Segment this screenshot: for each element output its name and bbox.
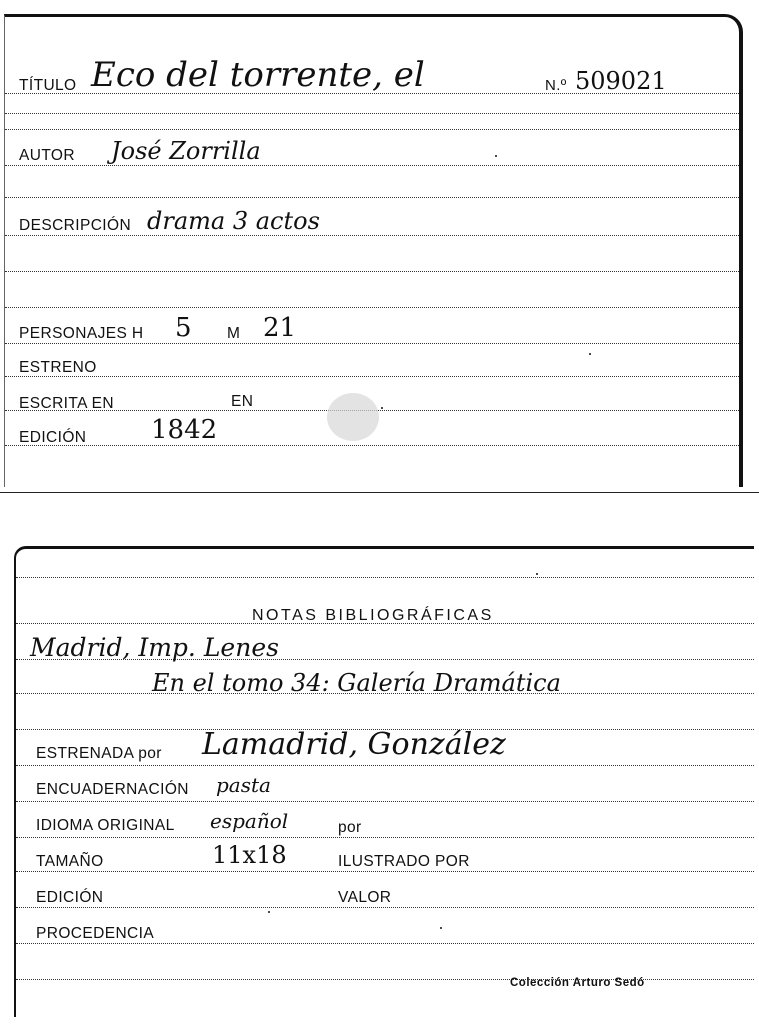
numero-label: N.º bbox=[545, 77, 567, 94]
personajes-h-value: 5 bbox=[175, 313, 192, 343]
autor-value: José Zorrilla bbox=[111, 137, 261, 165]
ruled-line bbox=[5, 235, 739, 236]
ruled-line bbox=[5, 113, 739, 114]
paper-speck bbox=[268, 911, 270, 913]
encuadernacion-value: pasta bbox=[216, 773, 271, 797]
personajes-m-label: M bbox=[227, 325, 241, 342]
ruled-line bbox=[16, 801, 754, 802]
estreno-label: ESTRENO bbox=[19, 359, 97, 376]
tamano-label: TAMAÑO bbox=[36, 853, 104, 870]
ruled-line bbox=[16, 871, 754, 872]
titulo-label: TÍTULO bbox=[19, 77, 77, 94]
titulo-value: Eco del torrente, el bbox=[91, 55, 425, 95]
tamano-value: 11x18 bbox=[212, 841, 287, 869]
notas-heading: NOTAS BIBLIOGRÁFICAS bbox=[252, 607, 494, 624]
personajes-label: PERSONAJES H bbox=[19, 325, 144, 342]
personajes-m-value: 21 bbox=[263, 313, 297, 343]
edicion-value: 1842 bbox=[151, 415, 218, 445]
catalog-card-back bbox=[14, 546, 754, 1017]
paper-speck bbox=[589, 353, 591, 355]
ruled-line bbox=[16, 765, 754, 766]
note-line-1: Madrid, Imp. Lenes bbox=[30, 633, 279, 662]
en-label: EN bbox=[231, 393, 254, 410]
estrenada-label: ESTRENADA por bbox=[36, 745, 162, 762]
escrita-label: ESCRITA EN bbox=[19, 395, 115, 412]
ruled-line bbox=[5, 307, 739, 308]
collection-footer: Colección Arturo Sedó bbox=[510, 977, 645, 989]
ruled-line bbox=[5, 271, 739, 272]
ruled-line bbox=[5, 197, 739, 198]
edicion-back-label: EDICIÓN bbox=[36, 889, 104, 906]
paper-speck bbox=[440, 927, 442, 929]
ruled-line bbox=[5, 165, 739, 166]
note-line-2: En el tomo 34: Galería Dramática bbox=[152, 669, 561, 697]
idioma-label: IDIOMA ORIGINAL bbox=[36, 817, 175, 834]
paper-speck bbox=[495, 155, 497, 157]
descripcion-label: DESCRIPCIÓN bbox=[19, 217, 132, 234]
estrenada-value: Lamadrid, González bbox=[202, 727, 506, 762]
idioma-value: español bbox=[210, 809, 289, 833]
ruled-line bbox=[5, 376, 739, 377]
ilustrado-label: ILUSTRADO POR bbox=[338, 853, 470, 870]
numero-value: 509021 bbox=[575, 67, 667, 95]
paper-stain bbox=[327, 393, 379, 441]
ruled-line bbox=[5, 445, 739, 446]
autor-label: AUTOR bbox=[19, 147, 75, 164]
ruled-line bbox=[16, 907, 754, 908]
ruled-line bbox=[5, 129, 739, 130]
ruled-line bbox=[16, 943, 754, 944]
procedencia-label: PROCEDENCIA bbox=[36, 925, 155, 942]
valor-label: VALOR bbox=[338, 889, 392, 906]
encuadernacion-label: ENCUADERNACIÓN bbox=[36, 781, 189, 798]
edicion-label: EDICIÓN bbox=[19, 429, 87, 446]
ruled-line bbox=[16, 577, 754, 578]
ruled-line bbox=[16, 837, 754, 838]
card-divider bbox=[0, 492, 759, 493]
ruled-line bbox=[5, 343, 739, 344]
paper-speck bbox=[536, 573, 538, 575]
descripcion-value: drama 3 actos bbox=[147, 207, 320, 235]
por-label: por bbox=[338, 819, 362, 836]
catalog-card-front bbox=[4, 14, 743, 487]
paper-speck bbox=[381, 407, 383, 409]
